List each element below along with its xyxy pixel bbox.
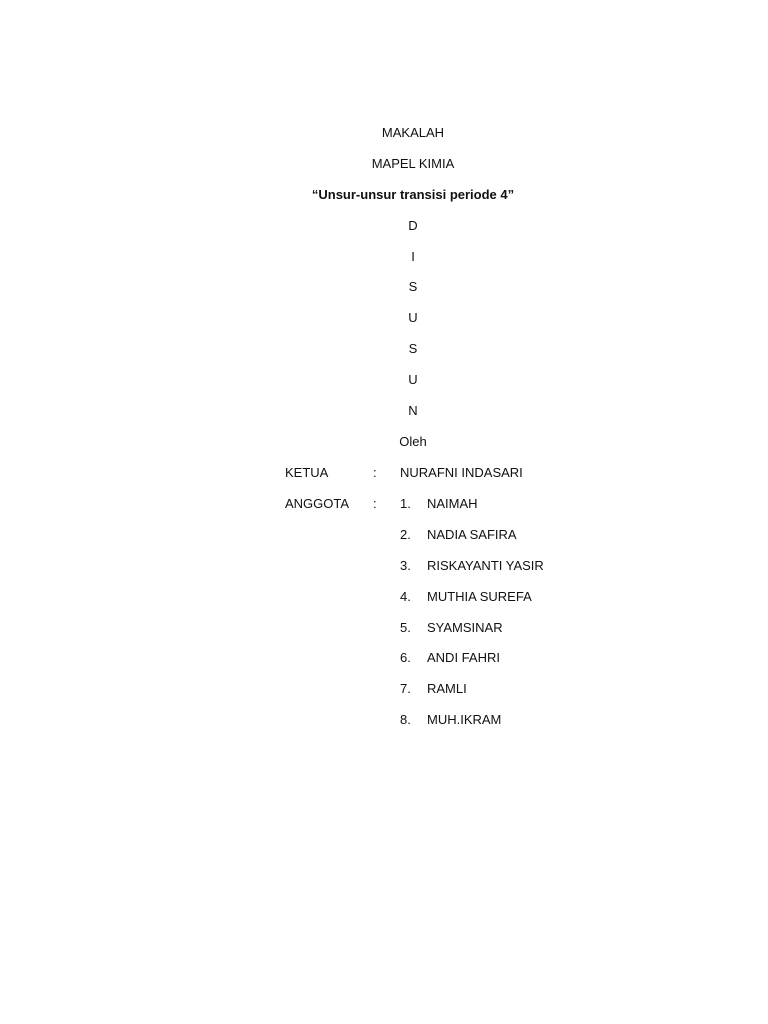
member-name: RISKAYANTI YASIR: [427, 558, 544, 573]
member-name: ANDI FAHRI: [427, 650, 500, 665]
anggota-label: ANGGOTA: [285, 496, 350, 511]
ketua-label: KETUA: [285, 465, 329, 480]
member-name: NADIA SAFIRA: [427, 527, 517, 542]
disusun-letter: N: [408, 403, 418, 418]
disusun-letter: S: [408, 341, 418, 356]
member-number: 1.: [400, 496, 411, 511]
member-number: 7.: [400, 681, 411, 696]
disusun-letter: S: [408, 279, 418, 294]
member-number: 4.: [400, 589, 411, 604]
member-number: 3.: [400, 558, 411, 573]
subject-line: MAPEL KIMIA: [371, 156, 455, 171]
ketua-colon: :: [373, 465, 377, 480]
disusun-letter: I: [411, 249, 415, 264]
oleh-label: Oleh: [399, 434, 427, 449]
member-name: NAIMAH: [427, 496, 478, 511]
disusun-letter: D: [408, 218, 418, 233]
member-number: 2.: [400, 527, 411, 542]
disusun-letter: U: [408, 310, 418, 325]
document-title: MAKALAH: [381, 125, 445, 140]
anggota-colon: :: [373, 496, 377, 511]
member-name: RAMLI: [427, 681, 467, 696]
topic-line: “Unsur-unsur transisi periode 4”: [311, 187, 515, 202]
member-number: 8.: [400, 712, 411, 727]
member-name: MUTHIA SUREFA: [427, 589, 532, 604]
member-name: MUH.IKRAM: [427, 712, 502, 727]
member-name: SYAMSINAR: [427, 620, 503, 635]
disusun-letter: U: [408, 372, 418, 387]
member-number: 6.: [400, 650, 411, 665]
ketua-name: NURAFNI INDASARI: [400, 465, 523, 480]
member-number: 5.: [400, 620, 411, 635]
